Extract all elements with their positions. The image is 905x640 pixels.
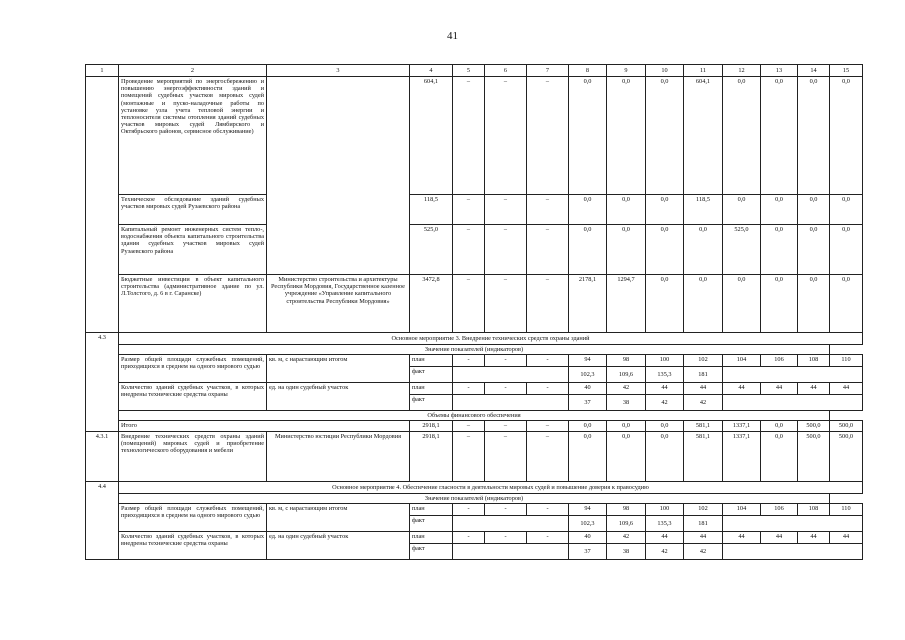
column-number: 5: [453, 65, 485, 77]
plan-value: 40: [569, 531, 607, 543]
value-cell: 581,1: [684, 431, 723, 481]
column-number: 2: [119, 65, 267, 77]
plan-value: 108: [798, 503, 830, 515]
table-row: [86, 333, 863, 345]
indicator-unit: ед. на один судебный участок: [267, 383, 410, 411]
fact-empty: [723, 367, 863, 383]
table-row: [86, 195, 863, 225]
value-cell: –: [485, 275, 527, 333]
value-cell: 0,0: [607, 77, 646, 195]
value-cell: –: [527, 225, 569, 275]
fact-value: 38: [607, 395, 646, 411]
total-value: 500,0: [798, 421, 830, 431]
value-cell: 0,0: [723, 195, 761, 225]
total-value: 0,0: [761, 421, 798, 431]
fact-value: 135,3: [646, 515, 684, 531]
value-cell: 0,0: [761, 77, 798, 195]
activity-name: Бюджетные инвестиции в объект капитального строительства (административное здание по ул. Л.Толстого, д. 6 в г. Саранске): [119, 275, 267, 333]
value-cell: 0,0: [761, 275, 798, 333]
section-title: Основное мероприятие 3. Внедрение технических средств охраны зданий: [119, 333, 863, 345]
value-cell: 0,0: [646, 275, 684, 333]
total-value: –: [453, 421, 485, 431]
value-cell: 0,0: [761, 225, 798, 275]
value-cell: –: [485, 195, 527, 225]
plan-value: 98: [607, 503, 646, 515]
plan-value: 104: [723, 355, 761, 367]
value-cell: 0,0: [830, 195, 863, 225]
fact-value: 37: [569, 395, 607, 411]
plan-value: -: [527, 383, 569, 395]
value-cell: 0,0: [830, 275, 863, 333]
executor-cell: Министерство юстиции Республики Мордовия: [267, 431, 410, 481]
column-number: 10: [646, 65, 684, 77]
executor-cell: Министерство строительства и архитектуры Республики Мордовия, Государственное казенное учреждение «Управление капитального строительства Республики Мордовия»: [267, 275, 410, 333]
table-row: [86, 65, 863, 77]
table-row: [86, 355, 863, 367]
value-cell: 0,0: [798, 77, 830, 195]
value-cell: –: [453, 77, 485, 195]
plan-value: 100: [646, 355, 684, 367]
fact-empty: [453, 543, 569, 559]
plan-value: -: [485, 355, 527, 367]
plan-value: -: [485, 503, 527, 515]
activity-name: Капитальный ремонт инженерных систем тепло-, водоснабжения объекта капитального строительства здания судебных участков мировых судей Рузаевского района: [119, 225, 267, 275]
value-cell: 118,5: [410, 195, 453, 225]
plan-label: план: [410, 531, 453, 543]
column-number: 8: [569, 65, 607, 77]
value-cell: 0,0: [646, 195, 684, 225]
value-cell: 0,0: [646, 225, 684, 275]
plan-value: 44: [830, 531, 863, 543]
subsection-code: 4.3.1: [86, 431, 119, 481]
activity-name: Внедрение технических средств охраны зданий (помещений) мировых судей и приобретение технологического оборудования и мебели: [119, 431, 267, 481]
plan-value: -: [453, 355, 485, 367]
plan-value: 44: [761, 383, 798, 395]
value-cell: 0,0: [569, 77, 607, 195]
plan-value: -: [453, 531, 485, 543]
plan-value: 44: [798, 531, 830, 543]
activity-name: Техническое обследование зданий судебных участков мировых судей Рузаевского района: [119, 195, 267, 225]
fact-empty: [723, 395, 863, 411]
fact-value: 109,6: [607, 367, 646, 383]
total-value: 0,0: [607, 421, 646, 431]
section-code: 4.4: [86, 481, 119, 559]
value-cell: 0,0: [607, 225, 646, 275]
plan-value: 44: [723, 383, 761, 395]
table-row: [86, 493, 863, 503]
column-number: 13: [761, 65, 798, 77]
plan-label: план: [410, 355, 453, 367]
column-number: 11: [684, 65, 723, 77]
fact-value: 38: [607, 543, 646, 559]
fact-empty: [453, 515, 569, 531]
fact-value: 135,3: [646, 367, 684, 383]
total-value: –: [485, 421, 527, 431]
value-cell: 604,1: [410, 77, 453, 195]
value-cell: 0,0: [569, 431, 607, 481]
activity-name: Проведение мероприятий по энергосбережению и повышению энергоэффективности зданий и помещений судебных участков мировых судей (монтажные и пуско-наладочные работы по установке узла учета тепловой энергии и теплоносителя системы отопления зданий судебных участков мировых судей Лямбирского и Октябрьского районов, сервисное обслуживание): [119, 77, 267, 195]
fact-empty: [453, 367, 569, 383]
plan-value: 110: [830, 355, 863, 367]
value-cell: 525,0: [410, 225, 453, 275]
total-value: 1337,1: [723, 421, 761, 431]
plan-value: 100: [646, 503, 684, 515]
value-cell: 2178,1: [569, 275, 607, 333]
table-row: [86, 431, 863, 481]
value-cell: 0,0: [830, 77, 863, 195]
column-number: 6: [485, 65, 527, 77]
value-cell: 0,0: [607, 431, 646, 481]
plan-value: 44: [684, 531, 723, 543]
column-number: 9: [607, 65, 646, 77]
plan-value: 44: [646, 383, 684, 395]
plan-value: 94: [569, 503, 607, 515]
value-cell: 0,0: [798, 275, 830, 333]
plan-value: -: [527, 531, 569, 543]
plan-value: 102: [684, 503, 723, 515]
indicator-name: Размер общей площади служебных помещений, приходящихся в среднем на одного мирового судью: [119, 503, 267, 531]
value-cell: 0,0: [646, 431, 684, 481]
column-number: 7: [527, 65, 569, 77]
fact-value: 181: [684, 515, 723, 531]
fact-empty: [723, 543, 863, 559]
plan-value: -: [527, 355, 569, 367]
code-cell: [86, 77, 119, 333]
plan-value: 44: [646, 531, 684, 543]
value-cell: 500,0: [830, 431, 863, 481]
indicator-unit: кв. м, с нарастающим итогом: [267, 355, 410, 383]
plan-value: 44: [798, 383, 830, 395]
executor-cell: [267, 77, 410, 275]
table-row: [86, 481, 863, 493]
value-cell: –: [453, 225, 485, 275]
fact-empty: [453, 395, 569, 411]
value-cell: 0,0: [684, 275, 723, 333]
fact-value: 181: [684, 367, 723, 383]
value-cell: –: [485, 225, 527, 275]
section-code: 4.3: [86, 333, 119, 432]
table-row: [86, 383, 863, 395]
value-cell: 1294,7: [607, 275, 646, 333]
plan-value: -: [453, 383, 485, 395]
plan-value: 108: [798, 355, 830, 367]
column-number: 3: [267, 65, 410, 77]
value-cell: –: [485, 77, 527, 195]
value-cell: 0,0: [761, 431, 798, 481]
value-cell: 0,0: [761, 195, 798, 225]
indicator-name: Размер общей площади служебных помещений, приходящихся в среднем на одного мирового судью: [119, 355, 267, 383]
column-number: 4: [410, 65, 453, 77]
plan-label: план: [410, 503, 453, 515]
indicator-unit: кв. м, с нарастающим итогом: [267, 503, 410, 531]
fact-empty: [723, 515, 863, 531]
value-cell: 0,0: [723, 275, 761, 333]
program-table: [85, 64, 863, 560]
plan-value: 110: [830, 503, 863, 515]
plan-value: 106: [761, 355, 798, 367]
plan-value: -: [527, 503, 569, 515]
indicators-label: Значение показателей (индикаторов): [119, 345, 830, 355]
table-row: [86, 531, 863, 543]
value-cell: 3472,8: [410, 275, 453, 333]
value-cell: –: [527, 195, 569, 225]
value-cell: 500,0: [798, 431, 830, 481]
indicator-name: Количество зданий судебных участков, в которых внедрены технические средства охраны: [119, 531, 267, 559]
value-cell: 0,0: [607, 195, 646, 225]
fact-value: 42: [646, 543, 684, 559]
value-cell: –: [527, 275, 569, 333]
value-cell: 604,1: [684, 77, 723, 195]
plan-value: 44: [761, 531, 798, 543]
value-cell: –: [453, 195, 485, 225]
plan-value: 42: [607, 531, 646, 543]
plan-value: 98: [607, 355, 646, 367]
value-cell: –: [485, 431, 527, 481]
plan-value: 106: [761, 503, 798, 515]
indicator-unit: ед. на один судебный участок: [267, 531, 410, 559]
value-cell: 0,0: [569, 225, 607, 275]
column-number: 1: [86, 65, 119, 77]
total-value: 500,0: [830, 421, 863, 431]
value-cell: 0,0: [830, 225, 863, 275]
fact-label: факт: [410, 367, 453, 383]
column-number: 15: [830, 65, 863, 77]
value-cell: 1337,1: [723, 431, 761, 481]
value-cell: –: [453, 431, 485, 481]
table-row: [86, 275, 863, 333]
plan-value: 44: [723, 531, 761, 543]
total-value: 0,0: [646, 421, 684, 431]
value-cell: 525,0: [723, 225, 761, 275]
column-number: 12: [723, 65, 761, 77]
fact-label: факт: [410, 515, 453, 531]
plan-value: -: [485, 383, 527, 395]
plan-value: -: [485, 531, 527, 543]
plan-value: 102: [684, 355, 723, 367]
value-cell: 0,0: [798, 225, 830, 275]
finance-label: Объемы финансового обеспечения: [119, 411, 830, 421]
table-row: [86, 421, 863, 431]
table-row: [86, 411, 863, 421]
value-cell: 0,0: [646, 77, 684, 195]
indicators-label: Значение показателей (индикаторов): [119, 493, 830, 503]
value-cell: 0,0: [798, 195, 830, 225]
fact-value: 42: [684, 395, 723, 411]
value-cell: 0,0: [569, 195, 607, 225]
total-value: –: [527, 421, 569, 431]
value-cell: 2918,1: [410, 431, 453, 481]
section-title: Основное мероприятие 4. Обеспечение гласности в деятельности мировых судей и повышение доверия к правосудию: [119, 481, 863, 493]
table-row: [86, 225, 863, 275]
total-value: 581,1: [684, 421, 723, 431]
total-label: Итого: [119, 421, 410, 431]
total-value: 0,0: [569, 421, 607, 431]
plan-value: 44: [830, 383, 863, 395]
plan-value: -: [453, 503, 485, 515]
value-cell: 0,0: [684, 225, 723, 275]
fact-value: 37: [569, 543, 607, 559]
plan-value: 42: [607, 383, 646, 395]
plan-value: 104: [723, 503, 761, 515]
value-cell: –: [453, 275, 485, 333]
value-cell: –: [527, 431, 569, 481]
total-value: 2918,1: [410, 421, 453, 431]
plan-value: 44: [684, 383, 723, 395]
table-row: [86, 503, 863, 515]
fact-value: 42: [684, 543, 723, 559]
fact-value: 102,3: [569, 367, 607, 383]
plan-label: план: [410, 383, 453, 395]
fact-value: 102,3: [569, 515, 607, 531]
fact-value: 109,6: [607, 515, 646, 531]
table-body: [86, 65, 863, 560]
table-row: [86, 345, 863, 355]
fact-value: 42: [646, 395, 684, 411]
value-cell: 0,0: [723, 77, 761, 195]
value-cell: 118,5: [684, 195, 723, 225]
table-row: [86, 77, 863, 195]
fact-label: факт: [410, 395, 453, 411]
plan-value: 94: [569, 355, 607, 367]
column-number: 14: [798, 65, 830, 77]
value-cell: –: [527, 77, 569, 195]
page-number: 41: [447, 30, 458, 42]
fact-label: факт: [410, 543, 453, 559]
indicator-name: Количество зданий судебных участков, в которых внедрены технические средства охраны: [119, 383, 267, 411]
plan-value: 40: [569, 383, 607, 395]
